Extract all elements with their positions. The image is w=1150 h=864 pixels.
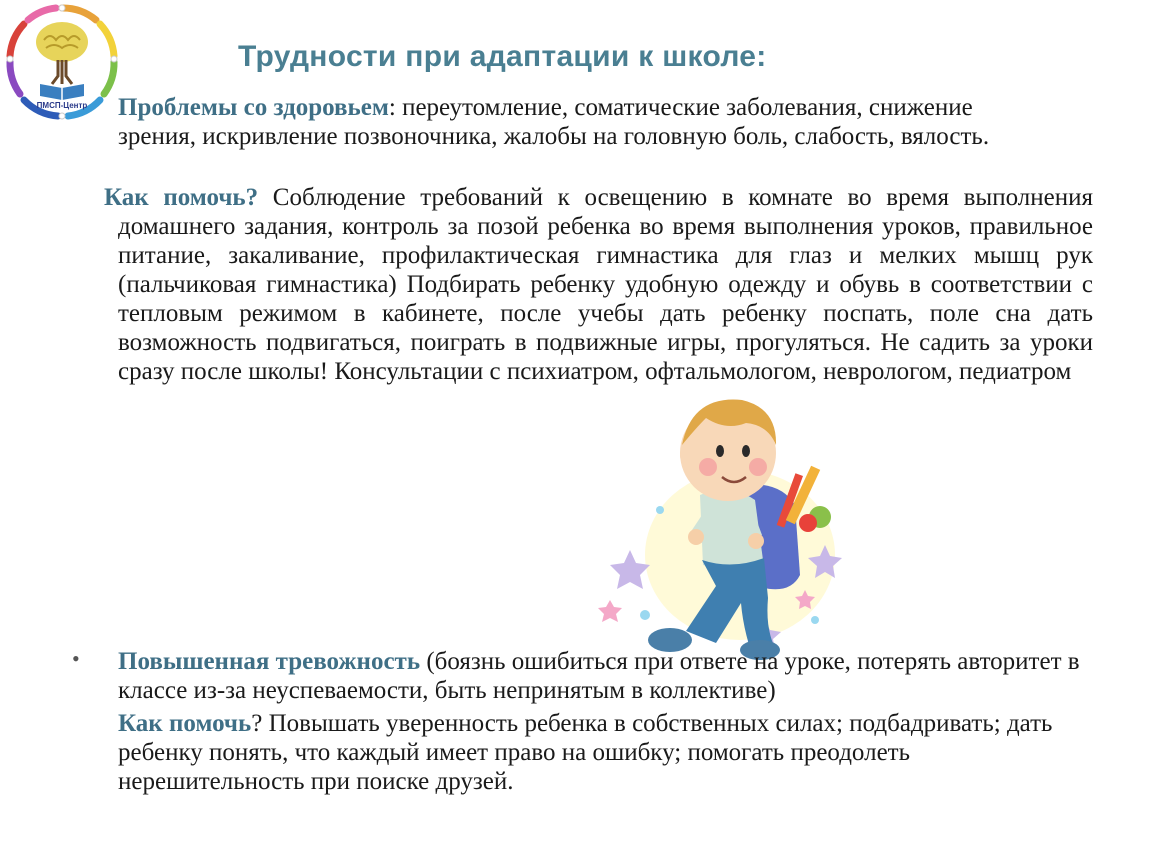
help1-keyword: Как помочь? bbox=[104, 184, 259, 211]
schoolboy-with-backpack-icon bbox=[590, 385, 860, 665]
health-problems-paragraph bbox=[118, 93, 1048, 151]
anxiety-paragraph bbox=[118, 647, 1098, 705]
health-text: : переутомление, соматические заболевания, снижение зрения, искривление позвоночника, жалобы на головную боль, слабость, вялость. bbox=[118, 94, 990, 150]
anxiety-keyword: Повышенная тревожность bbox=[118, 648, 421, 675]
health-keyword: Проблемы со здоровьем bbox=[118, 94, 389, 121]
anxiety-help-paragraph bbox=[118, 709, 1078, 796]
schoolboy-illustration bbox=[590, 385, 860, 665]
help1-text: Соблюдение требований к освещению в комнате во время выполнения домашнего задания, контроль за позой ребенка во время выполнения уроков, правильное питание, закаливание, профилактическая гимнастика для глаз и мелких мышц рук (пальчиковая гимнастика) Подбирать ребенку удобную одежду и обувь в соответствии с тепловым режимом в кабинете, после учебы дать ребенку поспать, поле сна дать возможность подвигаться, поиграть в подвижные игры, прогуляться. Не садить за уроки сразу после школы! Консультации с психиатром, офтальмологом, неврологом, педиатром bbox=[118, 184, 1093, 385]
bullet-marker: • bbox=[72, 646, 80, 671]
logo-text: ПМСП-Центр bbox=[36, 101, 88, 110]
health-help-paragraph bbox=[104, 183, 1093, 386]
help2-text: ? Повышать уверенность ребенка в собственных силах; подбадривать; дать ребенку понять, что каждый имеет право на ошибку; помогать преодолеть нерешительность при поиске друзей. bbox=[118, 710, 1053, 795]
help2-keyword: Как помочь bbox=[118, 710, 252, 737]
tree-brain-book-icon bbox=[0, 0, 124, 134]
page-title: Трудности при адаптации к школе: bbox=[238, 40, 767, 73]
anxiety-text: (боязнь ошибиться при ответе на уроке, потерять авторитет в классе из-за неуспеваемости, быть непринятым в коллективе) bbox=[118, 648, 1080, 704]
logo bbox=[0, 0, 124, 134]
